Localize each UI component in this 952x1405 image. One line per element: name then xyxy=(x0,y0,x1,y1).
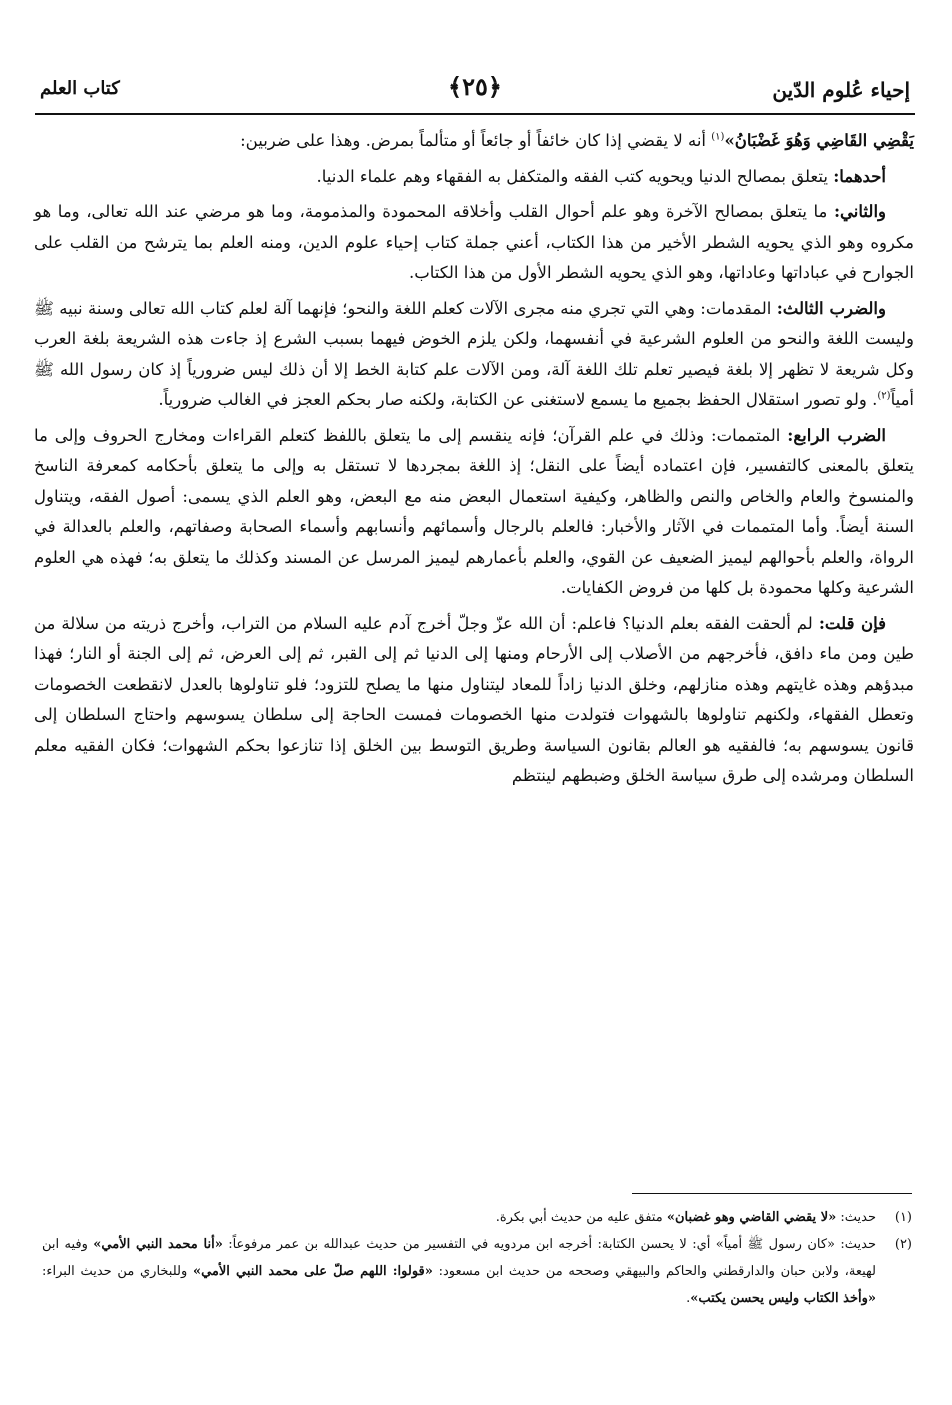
paragraph-6 xyxy=(34,609,914,792)
footnote-text xyxy=(42,1231,876,1312)
book-title: إحياء عُلوم الدّين xyxy=(772,78,910,102)
paragraph-text-continued: . ولو تصور استقلال الحفظ بجميع ما يسمع لاستغنى عن الكتابة، ولكنه صار بحكم العجز في الغالب ضرورياً. xyxy=(158,390,878,409)
footnote xyxy=(42,1231,912,1312)
paragraph-4 xyxy=(34,294,914,416)
section-title: كتاب العلم xyxy=(40,78,120,99)
footnote xyxy=(42,1204,912,1231)
paragraph-label: أحدهما: xyxy=(833,166,886,186)
hadith-quote: يَقْضِي القَاضِي وَهُوَ غَضْبَانُ» xyxy=(724,131,914,150)
header-divider xyxy=(35,113,915,115)
paragraph-label: الضرب الرابع: xyxy=(787,425,886,445)
footnote-quote: «وأخذ الكتاب وليس يحسن يكتب» xyxy=(690,1291,876,1306)
footnotes xyxy=(42,1204,912,1312)
paragraph-2 xyxy=(34,162,914,193)
footnote-segment: . xyxy=(686,1291,691,1306)
footnote-segment: حديث: «كان رسول ﷺ أمياً» أي: لا يحسن الكتابة: أخرجه ابن مردويه في التفسير من حديث عبدالله بن عمر مرفوعاً: xyxy=(222,1237,876,1252)
footnote-quote: «لا يقضي القاضي وهو غضبان» xyxy=(666,1210,837,1225)
footnote-quote: «قولوا: اللهم صلّ على محمد النبي الأمي» xyxy=(192,1264,433,1279)
footnote-segment: حديث: xyxy=(836,1210,876,1225)
footnote-ref-2: (٢) xyxy=(877,390,891,402)
footnote-quote: «أنا محمد النبي الأمي» xyxy=(93,1237,223,1252)
paragraph-text: المتممات: وذلك في علم القرآن؛ فإنه ينقسم إلى ما يتعلق باللفظ كتعلم القراءات ومخارج الحروف وإلى ما يتعلق بالمعنى كالتفسير، فإن اعتماده أيضاً على النقل؛ إذ اللغة بمجردها لا تستقل به وإلى ما يتعلق بأحكامه كمعرفة الناسخ والمنسوخ والعام والخاص والنص والظاهر، وكيفية استعمال البعض منه مع البعض، وهو العلم الذي يسمى: أصول الفقه، ويتناول السنة أيضاً. وأما المتممات في الآثار والأخبار: فالعلم بالرجال وأسمائهم وأنسابهم وأسماء الصحابة وصفاتهم، والعلم بالعدالة في الرواة، والعلم بأحوالهم ليميز الضعيف عن القوي، والعلم بأعمارهم ليميز المرسل عن المسند وكذلك ما يتعلق به؛ فهذه هي العلوم الشرعية وكلها محمودة بل كلها من فروض الكفايات. xyxy=(34,425,914,597)
paragraph-label: والثاني: xyxy=(833,202,886,221)
paragraph-label: فإن قلت: xyxy=(818,613,886,633)
footnote-segment: وللبخاري من حديث البراء: xyxy=(42,1264,193,1279)
paragraph-text: لم ألحقت الفقه بعلم الدنيا؟ فاعلم: أن الله عزّ وجلّ أخرج آدم عليه السلام من التراب، وأخرج ذريته من سلالة من طين ومن ماء دافق، فأخرجهم من الأصلاب إلى الأرحام ومنها إلى الدنيا ثم إلى القبر، ثم إلى العرض، ثم إلى الجنة أو النار؛ فهذا مبدؤهم وهذه غايتهم وهذه منازلهم، وخلق الدنيا زاداً للمعاد ليتناول منها ما يصلح للتزود؛ فلو تناولوها بالعدل لانقطعت الخصومات وتعطل الفقهاء، ولكنهم تناولوها بالشهوات فتولدت منها الخصومات فمست الحاجة إلى سلطان يسوسهم واحتاج السلطان إلى قانون يسوسهم به؛ فالفقيه هو العالم بقانون السياسة وطريق التوسط بين الخلق إذا تنازعوا بحكم الشهوات؛ فكان الفقيه معلم السلطان ومرشده إلى طرق سياسة الخلق وضبطهم لينتظم xyxy=(34,613,914,785)
paragraph-text: المقدمات: وهي التي تجري منه مجرى الآلات كعلم اللغة والنحو؛ فإنهما آلة لعلم كتاب الله تعالى وسنة نبيه ﷺ وليست اللغة والنحو من العلوم الشرعية في أنفسهما، ولكن يلزم الخوض فيهما بسبب الشرع إذ جاءت هذه الشريعة بلغة العرب وكل شريعة لا تظهر إلا بلغة فيصير تعلم تلك اللغة آلة، ومن الآلات علم كتابة الخط إلا أن ذلك ليس ضرورياً إذ كان رسول الله ﷺ أمياً xyxy=(34,298,914,409)
page-number: ﴿٢٥﴾ xyxy=(448,72,502,101)
main-text xyxy=(34,126,914,797)
paragraph-text: يتعلق بمصالح الدنيا ويحويه كتب الفقه والمتكفل به الفقهاء وهم علماء الدنيا. xyxy=(316,166,834,186)
paragraph-text: ما يتعلق بمصالح الآخرة وهو علم أحوال القلب وأخلاقه المحمودة والمذمومة، وما هو مرضي عند الله تعالى، وما هو مكروه وهو الذي يحويه الشطر الأخير من هذا الكتاب، أعني جملة كتاب إحياء علوم الدين، ومنه العلم بما يترشح من القلب على الجوارح في عباداتها وعاداتها، وهو الذي يحويه الشطر الأول من هذا الكتاب. xyxy=(34,202,914,282)
footnote-text xyxy=(42,1204,876,1231)
paragraph-label: والضرب الثالث: xyxy=(776,298,886,318)
footnote-segment: متفق عليه من حديث أبي بكرة. xyxy=(495,1210,667,1225)
paragraph-3 xyxy=(34,197,914,289)
paragraph-text: أنه لا يقضي إذا كان خائفاً أو جائعاً أو متألماً بمرض. وهذا على ضربين: xyxy=(240,131,712,150)
footnote-divider xyxy=(632,1193,912,1194)
footnote-number: (٢) xyxy=(894,1237,912,1252)
footnote-ref-1: (١) xyxy=(711,131,725,143)
footnote-number: (١) xyxy=(894,1210,912,1225)
paragraph-1 xyxy=(34,126,914,157)
footnote-segment: وفيه ابن لهيعة، ولابن حبان والدارقطني والحاكم والبيهقي وصححه من حديث ابن مسعود: xyxy=(42,1237,876,1279)
page-header xyxy=(40,70,910,110)
paragraph-5 xyxy=(34,421,914,604)
